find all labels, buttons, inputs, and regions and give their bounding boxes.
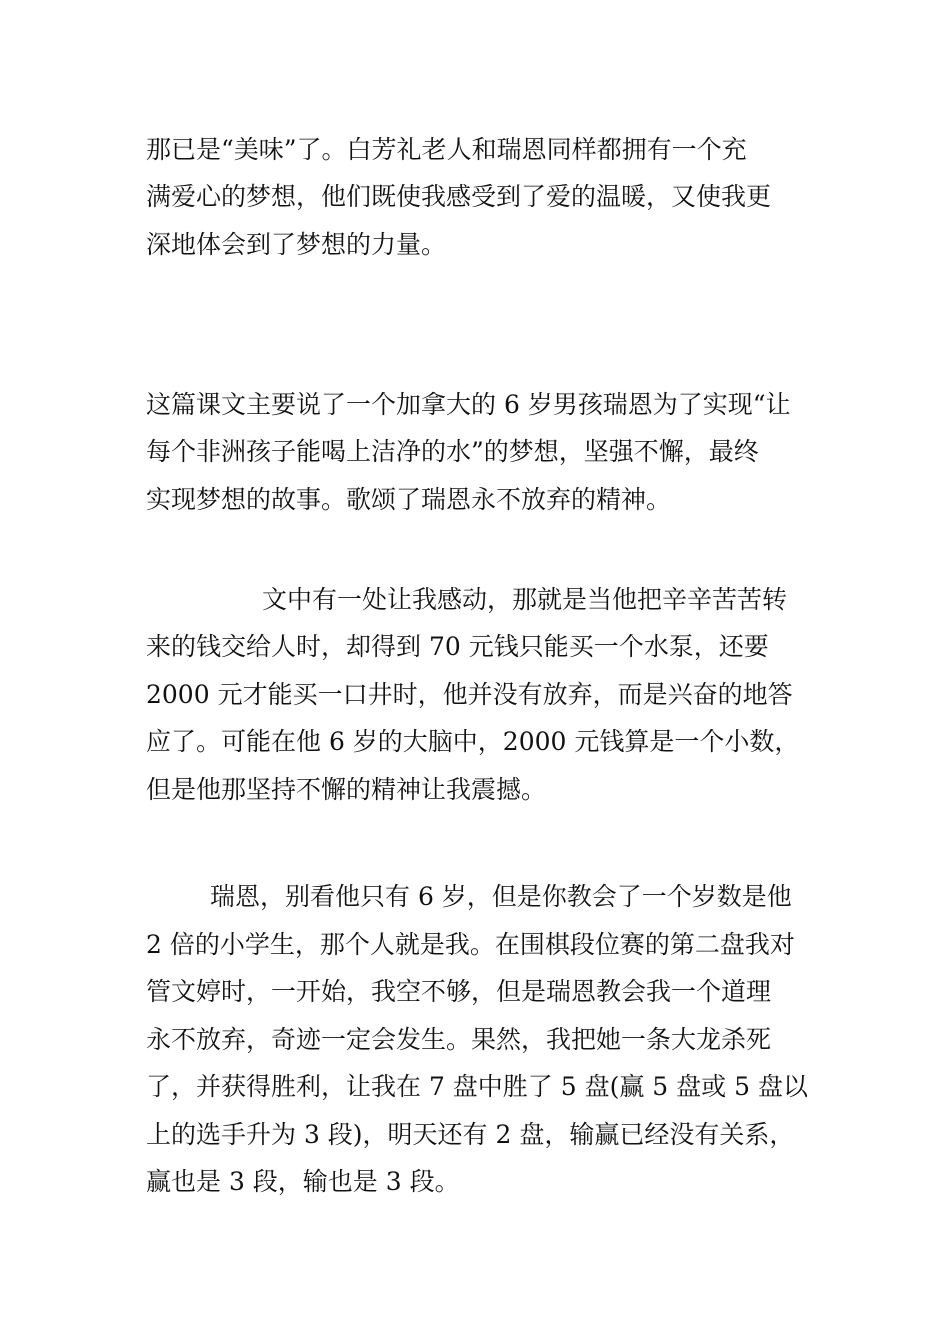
- text-line: 那已是“美味”了。白芳礼老人和瑞恩同样都拥有一个充: [146, 135, 747, 164]
- text-line: 2000 元才能买一口井时，他并没有放弃，而是兴奋的地答: [146, 680, 793, 709]
- text-line: 瑞恩，别看他只有 6 岁，但是你教会了一个岁数是他: [210, 882, 792, 911]
- text-line: 这篇课文主要说了一个加拿大的 6 岁男孩瑞恩为了实现“让: [146, 390, 791, 419]
- text-line: 但是他那坚持不懈的精神让我震撼。: [146, 775, 547, 804]
- text-line: 赢也是 3 段，输也是 3 段。: [146, 1167, 460, 1196]
- text-line: 2 倍的小学生，那个人就是我。在围棋段位赛的第二盘我对: [146, 930, 795, 959]
- text-line: 管文婷时，一开始，我空不够，但是瑞恩教会我一个道理: [146, 977, 772, 1006]
- text-line: 上的选手升为 3 段)，明天还有 2 盘，输赢已经没有关系，: [146, 1120, 795, 1149]
- text-line: 实现梦想的故事。歌颂了瑞恩永不放弃的精神。: [146, 485, 672, 514]
- text-line: 每个非洲孩子能喝上洁净的水”的梦想，坚强不懈，最终: [146, 437, 759, 466]
- text-line: 满爱心的梦想，他们既使我感受到了爱的温暖，又使我更: [146, 182, 772, 211]
- text-line: 永不放弃，奇迹一定会发生。果然，我把她一条大龙杀死: [146, 1025, 772, 1054]
- text-line: 了，并获得胜利，让我在 7 盘中胜了 5 盘(赢 5 盘或 5 盘以: [146, 1072, 808, 1101]
- text-line: 应了。可能在他 6 岁的大脑中，2000 元钱算是一个小数，: [146, 727, 800, 756]
- text-line: 文中有一处让我感动，那就是当他把辛辛苦苦转: [262, 585, 788, 614]
- text-line: 来的钱交给人时，却得到 70 元钱只能买一个水泵，还要: [146, 632, 769, 661]
- text-line: 深地体会到了梦想的力量。: [146, 230, 447, 259]
